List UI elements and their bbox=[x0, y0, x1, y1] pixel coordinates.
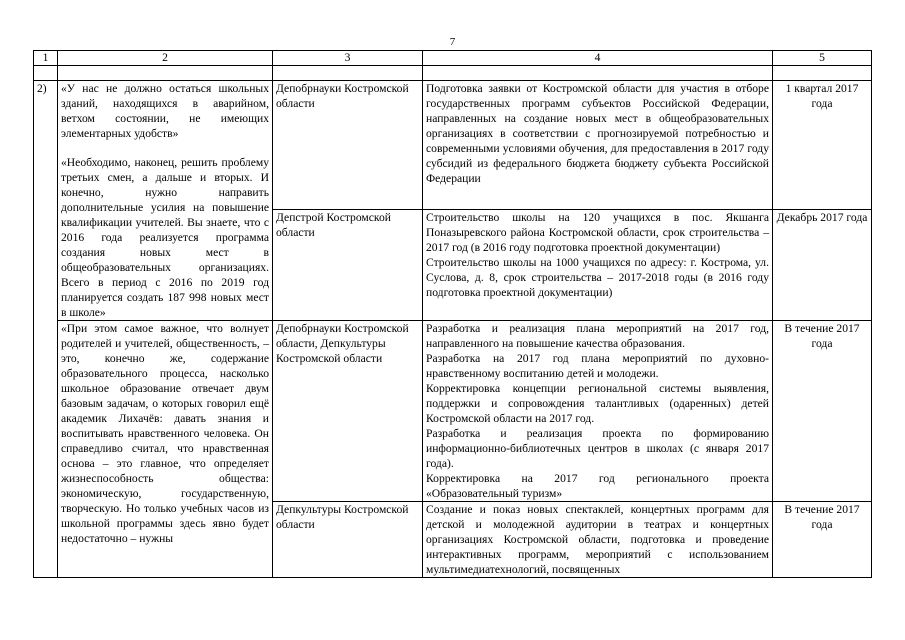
row-number: 2) bbox=[34, 81, 58, 578]
table-row bbox=[34, 321, 872, 502]
header-col-2: 2 bbox=[58, 51, 273, 66]
deadline-cell: В течение 2017 года bbox=[773, 321, 872, 502]
header-col-5: 5 bbox=[773, 51, 872, 66]
action-text: Строительство школы на 120 учащихся в пос. Якшанга Поназыревского района Костромской области, срок строительства – 2017 год (в 2016 году подготовка проектной документации) bbox=[426, 211, 769, 255]
action-text: Разработка и реализация проекта по формированию информационно-библиотечных центров в школах (с января 2017 года). bbox=[426, 427, 769, 470]
action-text: Разработка на 2017 год плана мероприятий по духовно-нравственному воспитанию детей и молодежи. bbox=[426, 352, 769, 380]
executor-cell: Депкультуры Костромской области bbox=[273, 502, 423, 578]
header-col-4: 4 bbox=[423, 51, 773, 66]
page-number: 7 bbox=[449, 36, 456, 48]
executor-cell: Депстрой Костромской области bbox=[273, 210, 423, 321]
quote-text: «У нас не должно остаться школьных зданий, находящихся в аварийном, ветхом состоянии, не имеющих элементарных удобств» bbox=[61, 82, 269, 140]
quote-text: «Необходимо, наконец, решить проблему третьих смен, а дальше и вторых. И конечно, нужно направить дополнительные усилия на повышение квалификации учителей. Вы знаете, что с 2016 года реализуется программа создания новых мест в общеобразовательных организациях. Всего в период с 2016 по 2019 год планируется создать 187 998 новых мест в школе» bbox=[61, 156, 269, 319]
quote-cell bbox=[58, 321, 273, 578]
quote-cell bbox=[58, 81, 273, 321]
table-header-row bbox=[34, 51, 872, 66]
action-text: Создание и показ новых спектаклей, концертных программ для детской и молодежной аудитории в театрах и концертных организациях Костромской области, подготовка и проведение интерактивных программ, мероприятий с использованием мультимедиатехнологий, посвященных bbox=[426, 503, 769, 576]
header-col-3: 3 bbox=[273, 51, 423, 66]
executor-cell: Депобрнауки Костромской области, Депкультуры Костромской области bbox=[273, 321, 423, 502]
action-cell bbox=[423, 502, 773, 578]
executor-cell: Депобрнауки Костромской области bbox=[273, 81, 423, 210]
table-row bbox=[34, 81, 872, 210]
quote-text: «При этом самое важное, что волнует родителей и учителей, общественность, – это, конечно же, содержание образовательного процесса, насколько школьное образование отвечает двум базовым задачам, о которых говорил ещё академик Лихачёв: давать знания и воспитывать нравственного человека. Он справедливо считал, что нравственная основа – это главное, что определяет жизнеспособность общества: экономическую, государственную, творческую. Но только учебных часов из школьной программы здесь явно будет недостаточно – нужны bbox=[61, 322, 269, 545]
action-cell bbox=[423, 321, 773, 502]
deadline-cell: 1 квартал 2017 года bbox=[773, 81, 872, 210]
deadline-cell: Декабрь 2017 года bbox=[773, 210, 872, 321]
action-text: Корректировка концепции региональной системы выявления, поддержки и сопровождения талантливых (одаренных) детей Костромской области на 2017 год. bbox=[426, 382, 769, 425]
action-cell bbox=[423, 210, 773, 321]
action-text: Строительство школы на 1000 учащихся по адресу: г. Кострома, ул. Суслова, д. 8, срок строительства – 2017-2018 годы (в 2016 году подготовка проектной документации) bbox=[426, 256, 769, 300]
action-cell bbox=[423, 81, 773, 210]
action-text: Корректировка на 2017 год регионального проекта «Образовательный туризм» bbox=[426, 472, 769, 500]
measures-table bbox=[33, 50, 872, 578]
action-text: Разработка и реализация плана мероприятий на 2017 год, направленного на повышение качества образования. bbox=[426, 322, 769, 350]
action-text: Подготовка заявки от Костромской области для участия в отборе государственных программ субъектов Российской Федерации, направленных на создание новых мест в общеобразовательных организациях в соответствии с прогнозируемой потребностью и современными условиями обучения, для предоставления в 2017 году субсидий из федерального бюджета бюджету субъекта Российской Федерации bbox=[426, 82, 769, 185]
header-col-1: 1 bbox=[34, 51, 58, 66]
deadline-cell: В течение 2017 года bbox=[773, 502, 872, 578]
table-spacer-row bbox=[34, 66, 872, 81]
